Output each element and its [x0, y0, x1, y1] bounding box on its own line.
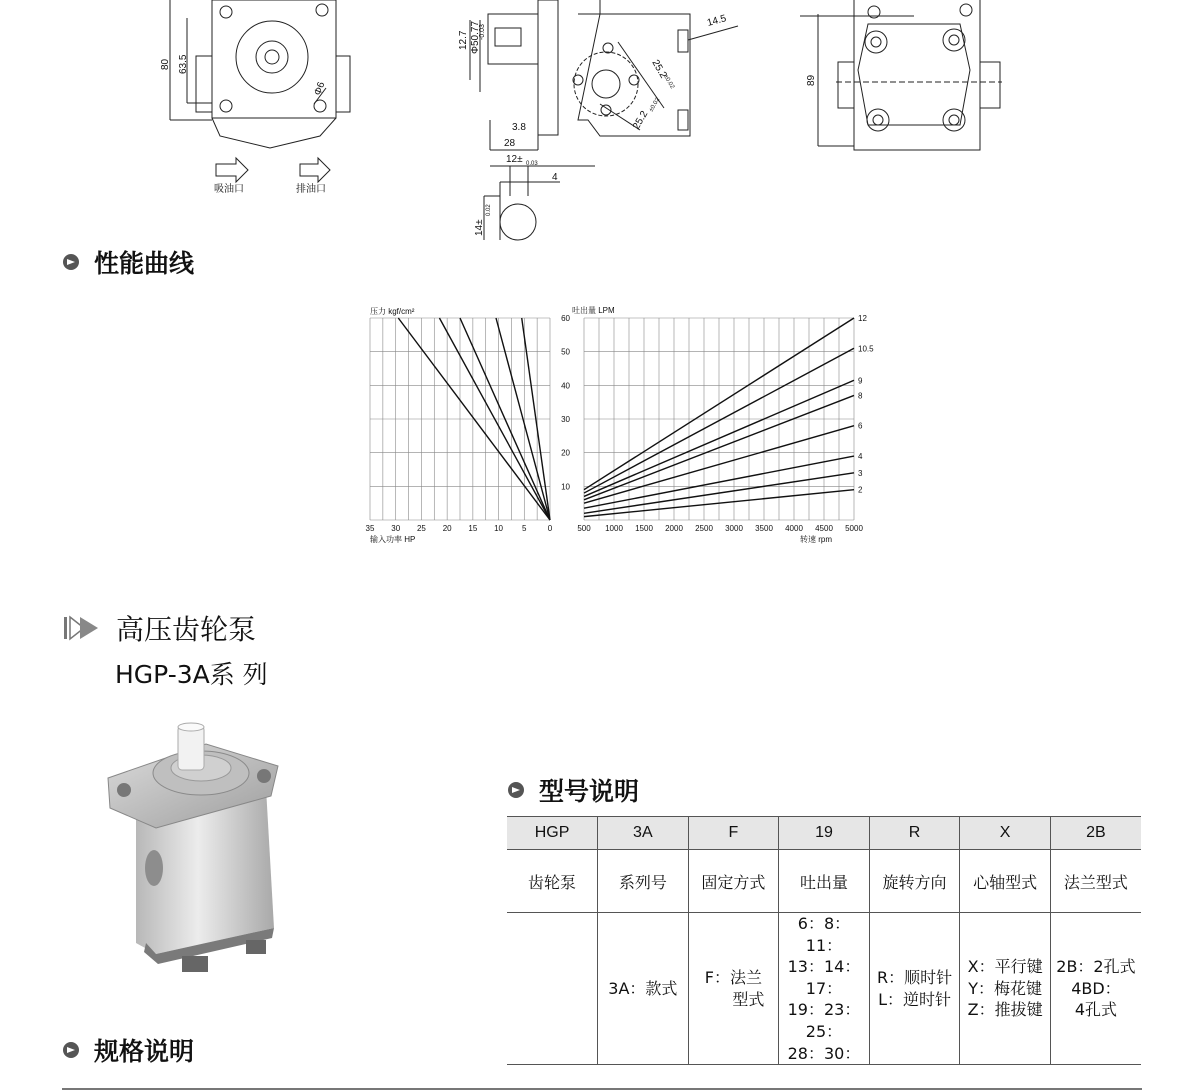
dim-89: 89: [806, 74, 817, 86]
x-axis-label-left: 输入功率 HP: [370, 535, 416, 544]
option-cell-empty: [507, 913, 598, 1065]
series-label: 6: [858, 421, 863, 431]
x-tick-label: 5000: [845, 524, 863, 533]
option-line: L：逆时针: [878, 989, 951, 1009]
option-line: X：平行键: [967, 957, 1043, 977]
option-line: 4孔式: [1074, 1000, 1118, 1020]
x-tick-label: 30: [391, 524, 401, 533]
dim-phi50-77-tol: -0.03: [479, 24, 486, 40]
name-cell: 心轴型式: [960, 850, 1051, 913]
code-cell: HGP: [507, 817, 598, 850]
performance-section-title: [62, 244, 194, 280]
name-cell: 固定方式: [688, 850, 779, 913]
option-cell-shaft: [960, 913, 1051, 1065]
option-cell-series: 3A：款式: [598, 913, 689, 1065]
gear-pump-image: [96, 718, 286, 980]
y-tick-label: 20: [561, 448, 570, 458]
discharge-port-label: 排油口: [296, 184, 326, 195]
code-cell: F: [688, 817, 779, 850]
option-line: 型式: [732, 989, 765, 1009]
code-cell: R: [869, 817, 960, 850]
option-line: Z：推拔键: [967, 1000, 1043, 1020]
dim-25-2-tol-b: ±0.02: [648, 97, 662, 113]
option-line: F：法兰: [704, 967, 763, 987]
series-label: 2: [858, 485, 863, 495]
x-tick-label: 4500: [815, 524, 833, 533]
x-axis-label-right: 转速 rpm: [800, 535, 832, 544]
x-tick-label: 20: [442, 524, 452, 533]
option-line: R：顺时针: [876, 967, 953, 987]
dim-14-tol: 0.02: [486, 204, 492, 216]
option-cell-mount: [688, 913, 779, 1065]
model-title-text: 型号说明: [539, 777, 640, 806]
dim-14: 14±: [474, 219, 485, 236]
x-tick-label: 1000: [605, 524, 623, 533]
performance-chart: [360, 300, 880, 550]
bullet-icon: [62, 253, 80, 271]
x-tick-label: 25: [416, 524, 426, 533]
series-label: 9: [858, 376, 863, 386]
name-cell: 法兰型式: [1050, 850, 1141, 913]
y-axis-label-right: 吐出量 LPM: [572, 306, 615, 315]
dim-25-2-a: 25.2: [649, 58, 669, 81]
x-tick-label: 10: [494, 524, 504, 533]
x-tick-label: 5: [522, 524, 527, 533]
spec-section-title: [62, 1032, 194, 1068]
x-tick-label: 2000: [665, 524, 683, 533]
y-tick-label: 10: [561, 482, 570, 492]
series-label: 8: [858, 391, 863, 401]
spec-table-top-border: [62, 1088, 1142, 1090]
option-line: 6：8：11：: [797, 914, 851, 955]
option-line: 13：14：17：: [787, 957, 861, 998]
model-section-title: [507, 772, 639, 808]
option-cell-flange: [1050, 913, 1141, 1065]
x-tick-label: 4000: [785, 524, 803, 533]
option-cell-flow: [779, 913, 870, 1065]
code-cell: X: [960, 817, 1051, 850]
product-title: [62, 608, 256, 648]
series-label: 3: [858, 468, 863, 478]
dim-4: 4: [552, 172, 558, 183]
name-cell: 系列号: [598, 850, 689, 913]
y-tick-label: 60: [561, 314, 570, 323]
name-cell: 旋转方向: [869, 850, 960, 913]
option-line: 4BD：: [1071, 978, 1121, 998]
product-series: HGP-3A系 列: [115, 660, 268, 689]
dim-12-7: 12.7: [458, 30, 469, 50]
dim-12: 12±: [506, 154, 523, 165]
model-table: [507, 816, 1141, 1065]
name-cell: 吐出量: [779, 850, 870, 913]
x-tick-label: 15: [468, 524, 478, 533]
x-tick-label: 1500: [635, 524, 653, 533]
y-tick-label: 40: [561, 381, 570, 391]
dim-phi50-77: Φ50.77: [470, 20, 481, 54]
model-option-row: [507, 913, 1141, 1065]
model-code-row: [507, 817, 1141, 850]
suction-port-label: 吸油口: [214, 184, 244, 195]
option-line: 19：23：25：: [787, 1000, 861, 1041]
option-line: 28：30：: [787, 1043, 861, 1063]
performance-title-text: 性能曲线: [94, 249, 195, 278]
dim-25-2-b: 25.2: [631, 109, 651, 132]
y-tick-label: 30: [561, 415, 570, 424]
dim-25-2-tol-a: ±0.02: [662, 74, 675, 90]
x-tick-label: 500: [577, 524, 591, 533]
code-cell: 3A: [598, 817, 689, 850]
dim-3-8: 3.8: [512, 122, 526, 133]
option-line: 2B：2孔式: [1056, 957, 1136, 977]
series-label: 12: [858, 314, 867, 323]
option-cell-rotation: [869, 913, 960, 1065]
x-tick-label: 0: [547, 524, 553, 533]
code-cell: 19: [779, 817, 870, 850]
y-axis-label-left: 压力 kgf/cm²: [370, 307, 415, 316]
dim-12-tol: 0.03: [526, 161, 538, 167]
name-cell: 齿轮泵: [507, 850, 598, 913]
spec-title-text: 规格说明: [94, 1037, 195, 1066]
bullet-icon: [507, 781, 525, 799]
dim-80: 80: [160, 58, 171, 70]
dim-14-5: 14.5: [705, 13, 728, 29]
dim-28: 28: [504, 138, 516, 149]
x-tick-label: 3000: [725, 524, 743, 533]
dim-phi6: Φ6: [312, 80, 328, 98]
series-label: 4: [858, 452, 863, 462]
code-cell: 2B: [1050, 817, 1141, 850]
model-name-row: [507, 850, 1141, 913]
option-line: Y：梅花键: [968, 978, 1042, 998]
product-title-text: 高压齿轮泵: [116, 613, 257, 646]
bullet-icon: [62, 1041, 80, 1059]
series-label: 10.5: [858, 344, 874, 354]
x-tick-label: 3500: [755, 524, 773, 533]
dimension-drawings: [0, 0, 1204, 245]
x-tick-label: 35: [365, 524, 375, 533]
y-tick-label: 50: [561, 347, 570, 357]
dim-63-5: 63.5: [178, 54, 189, 74]
double-arrow-icon: [62, 615, 102, 641]
x-tick-label: 2500: [695, 524, 713, 533]
